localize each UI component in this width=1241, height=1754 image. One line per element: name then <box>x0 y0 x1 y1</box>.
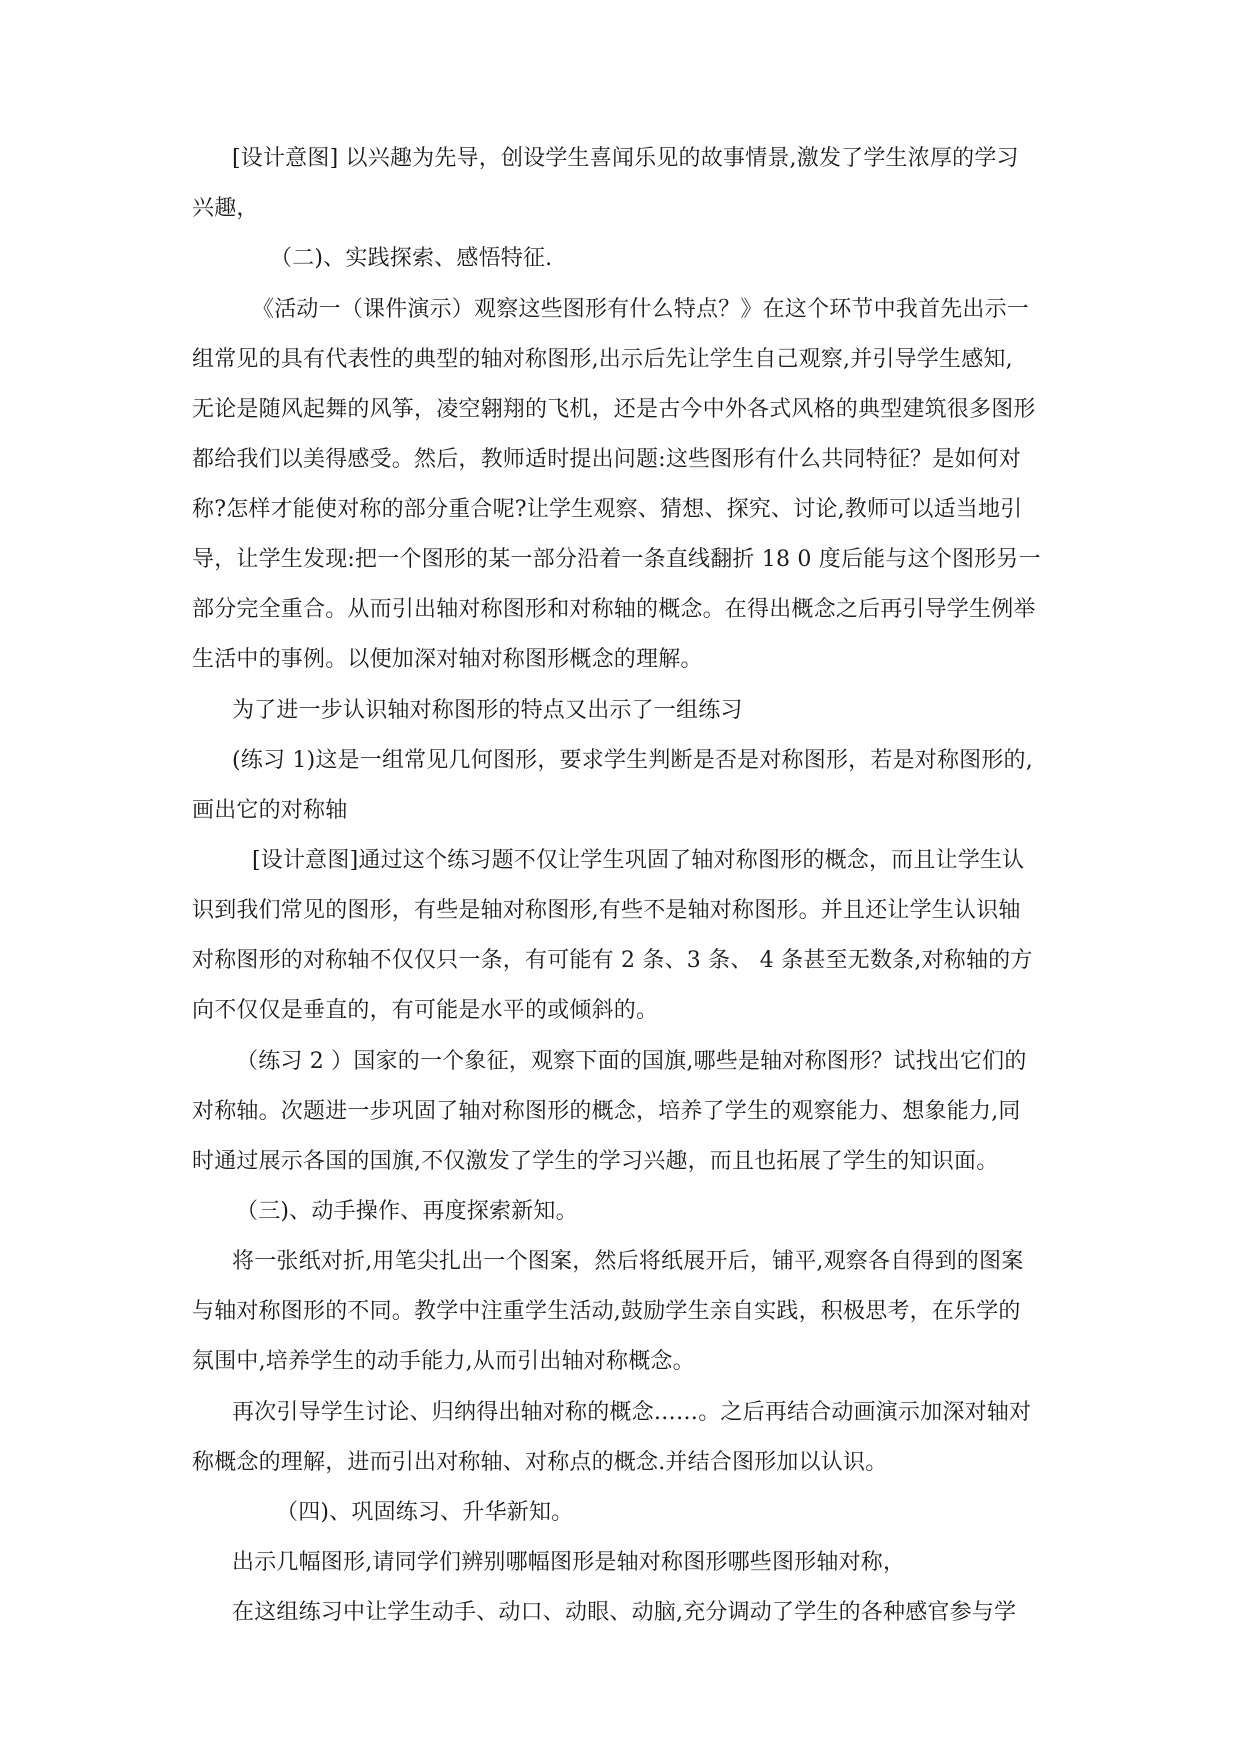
section-heading: （三)、动手操作、再度探索新知。 <box>236 1199 578 1224</box>
text-line: 将一张纸对折,用笔尖扎出一个图案，然后将纸展开后，铺平,观察各自得到的图案 <box>232 1249 1024 1274</box>
text-line: 对称图形的对称轴不仅仅只一条，有可能有 2 条、3 条、 4 条甚至无数条,对称轴的方 <box>192 948 1033 973</box>
text-line: 在这组练习中让学生动手、动口、动眼、动脑,充分调动了学生的各种感官参与学 <box>232 1600 1017 1625</box>
text-line: 组常见的具有代表性的典型的轴对称图形,出示后先让学生自己观察,并引导学生感知, <box>192 347 1013 372</box>
text-line: 兴趣， <box>192 196 259 221</box>
section-heading: （四)、巩固练习、升华新知。 <box>276 1500 574 1525</box>
text-line: （练习 2 ）国家的一个象征，观察下面的国旗,哪些是轴对称图形？试找出它们的 <box>236 1049 1027 1074</box>
text-line: 与轴对称图形的不同。教学中注重学生活动,鼓励学生亲自实践，积极思考，在乐学的 <box>192 1299 1021 1324</box>
text-line: 画出它的对称轴 <box>192 798 348 823</box>
text-line: 为了进一步认识轴对称图形的特点又出示了一组练习 <box>232 698 743 723</box>
text-line: [设计意图] 以兴趣为先导，创设学生喜闻乐见的故事情景,激发了学生浓厚的学习 <box>232 146 1019 171</box>
text-line: 称概念的理解，进而引出对称轴、对称点的概念.并结合图形加以认识。 <box>192 1450 888 1475</box>
text-line: 出示几幅图形,请同学们辨别哪幅图形是轴对称图形哪些图形轴对称， <box>232 1550 906 1575</box>
text-line: 时通过展示各国的国旗,不仅激发了学生的学习兴趣，而且也拓展了学生的知识面。 <box>192 1149 999 1174</box>
text-line: 生活中的事例。以便加深对轴对称图形概念的理解。 <box>192 647 703 672</box>
text-line: [设计意图]通过这个练习题不仅让学生巩固了轴对称图形的概念，而且让学生认 <box>252 848 1025 873</box>
text-line: 氛围中,培养学生的动手能力,从而引出轴对称概念。 <box>192 1349 695 1374</box>
text-line: 向不仅仅是垂直的，有可能是水平的或倾斜的。 <box>192 998 659 1023</box>
text-line: 称?怎样才能使对称的部分重合呢?让学生观察、猜想、探究、讨论,教师可以适当地引 <box>192 497 1023 522</box>
text-line: 识到我们常见的图形，有些是轴对称图形,有些不是轴对称图形。并且还让学生认识轴 <box>192 898 1021 923</box>
text-line: 再次引导学生讨论、归纳得出轴对称的概念……。之后再结合动画演示加深对轴对 <box>232 1400 1032 1425</box>
text-line: 对称轴。次题进一步巩固了轴对称图形的概念，培养了学生的观察能力、想象能力,同 <box>192 1099 1021 1124</box>
text-line: 导，让学生发现:把一个图形的某一部分沿着一条直线翻折 18 0 度后能与这个图形另一 <box>192 547 1041 572</box>
text-line: 《活动一（课件演示）观察这些图形有什么特点？》在这个环节中我首先出示一 <box>252 297 1030 322</box>
text-line: 无论是随风起舞的风筝，凌空翱翔的飞机，还是古今中外各式风格的典型建筑很多图形 <box>192 397 1036 422</box>
text-line: (练习 1)这是一组常见几何图形，要求学生判断是否是对称图形，若是对称图形的, <box>232 748 1033 773</box>
section-heading: （二)、实践探索、感悟特征. <box>270 246 553 271</box>
text-line: 部分完全重合。从而引出轴对称图形和对称轴的概念。在得出概念之后再引导学生例举 <box>192 597 1036 622</box>
text-line: 都给我们以美得感受。然后，教师适时提出问题:这些图形有什么共同特征？是如何对 <box>192 447 1022 472</box>
